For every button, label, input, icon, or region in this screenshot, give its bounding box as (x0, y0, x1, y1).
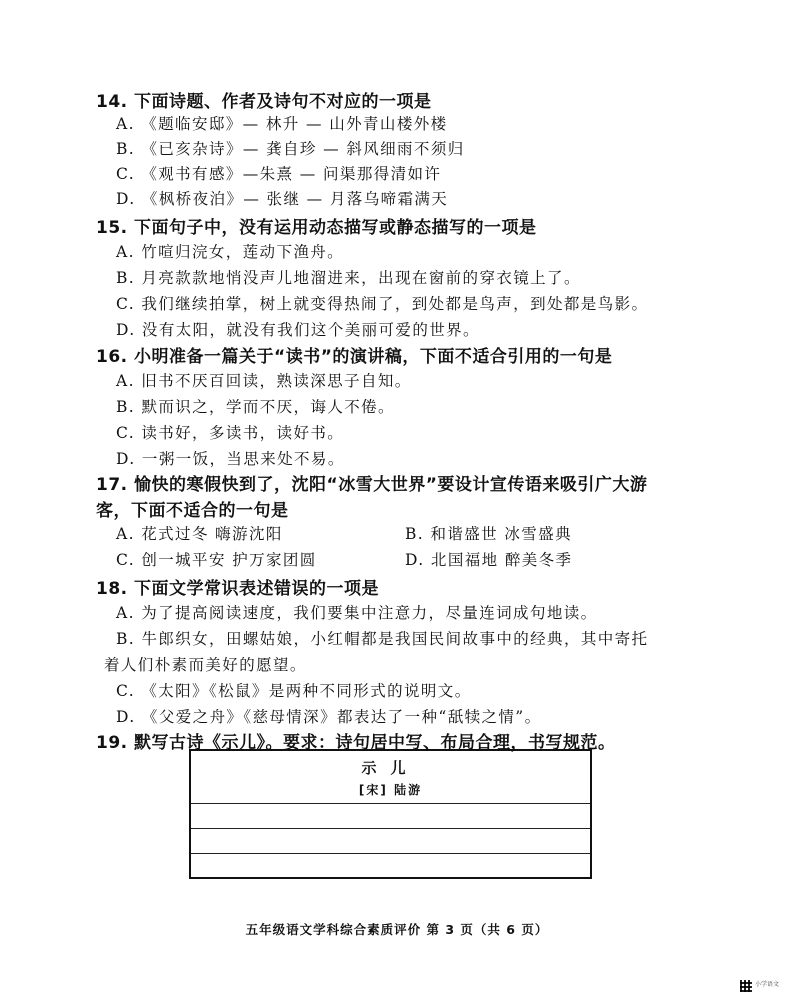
question-14-option-d: D. 《枫桥夜泊》— 张继 — 月落乌啼霜满天 (116, 190, 449, 208)
question-17-option-c: C. 创一城平安 护万家团圆 (116, 551, 317, 569)
writing-line (191, 803, 590, 804)
question-17-title-line1: 17. 愉快的寒假快到了，沈阳“冰雪大世界”要设计宣传语来吸引广大游 (96, 475, 648, 495)
question-18-option-a: A. 为了提高阅读速度，我们要集中注意力，尽量连词成句地读。 (116, 604, 598, 622)
question-17-option-d: D. 北国福地 醉美冬季 (405, 551, 573, 569)
question-16-title: 16. 小明准备一篇关于“读书”的演讲稿，下面不适合引用的一句是 (96, 347, 613, 367)
question-19-title: 19. 默写古诗《示儿》。要求：诗句居中写、布局合理，书写规范。 (96, 733, 616, 753)
poem-author: [宋] 陆游 (358, 783, 423, 797)
question-16-option-c: C. 读书好，多读书，读好书。 (116, 424, 345, 442)
poem-title: 示儿 (361, 759, 420, 777)
question-15-option-d: D. 没有太阳，就没有我们这个美丽可爱的世界。 (116, 321, 480, 339)
writing-line (191, 828, 590, 829)
question-16-option-b: B. 默而识之，学而不厌，诲人不倦。 (116, 398, 395, 416)
question-16-option-a: A. 旧书不厌百回读，熟读深思子自知。 (116, 372, 412, 390)
question-18-option-c: C. 《太阳》《松鼠》是两种不同形式的说明文。 (116, 682, 472, 700)
question-16-option-d: D. 一粥一饭，当思来处不易。 (116, 450, 345, 468)
question-17-option-b: B. 和谐盛世 冰雪盛典 (405, 525, 572, 543)
writing-line (191, 853, 590, 854)
question-18-option-d: D. 《父爱之舟》《慈母情深》都表达了一种“舐犊之情”。 (116, 708, 542, 726)
question-18-option-b-line2: 着人们朴素而美好的愿望。 (104, 656, 307, 674)
question-18-title: 18. 下面文学常识表述错误的一项是 (96, 579, 380, 599)
question-15-option-a: A. 竹喧归浣女，莲动下渔舟。 (116, 243, 345, 261)
question-17-option-a: A. 花式过冬 嗨游沈阳 (116, 525, 283, 543)
question-15-option-b: B. 月亮款款地悄没声儿地溜进来，出现在窗前的穿衣镜上了。 (116, 269, 581, 287)
poem-writing-box (189, 749, 592, 879)
question-15-option-c: C. 我们继续拍掌，树上就变得热闹了，到处都是鸟声，到处都是鸟影。 (116, 295, 649, 313)
question-14-option-b: B. 《已亥杂诗》— 龚自珍 — 斜风细雨不须归 (116, 140, 465, 158)
question-18-option-b-line1: B. 牛郎织女，田螺姑娘，小红帽都是我国民间故事中的经典，其中寄托 (116, 630, 649, 648)
question-14-option-a: A. 《题临安邸》— 林升 — 山外青山楼外楼 (116, 115, 448, 133)
question-14-title: 14. 下面诗题、作者及诗句不对应的一项是 (96, 92, 432, 112)
watermark-text: 小学语文 (755, 981, 780, 988)
question-17-title-line2: 客，下面不适合的一句是 (96, 501, 289, 521)
page-footer: 五年级语文学科综合素质评价 第 3 页（共 6 页） (245, 922, 549, 937)
question-14-option-c: C. 《观书有感》—朱熹 — 问渠那得清如许 (116, 165, 442, 183)
question-15-title: 15. 下面句子中，没有运用动态描写或静态描写的一项是 (96, 218, 537, 238)
qr-code-icon (740, 980, 752, 992)
